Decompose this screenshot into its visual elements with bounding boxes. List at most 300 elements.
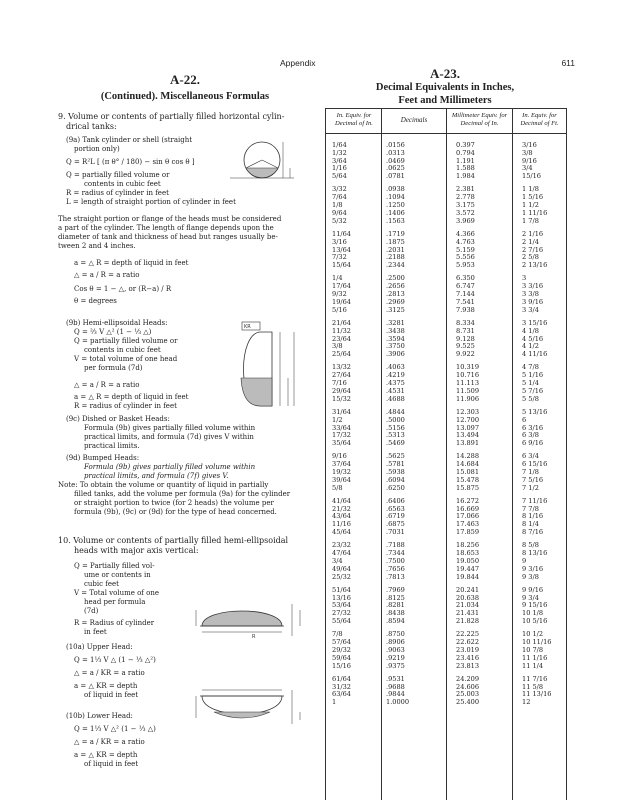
table-cell: .4063 [386,363,405,372]
table-cell: 33/64 [332,423,352,432]
table-cell: 2 7/16 [522,245,544,254]
table-cell: 13/16 [332,593,352,602]
table-cell: 12.303 [456,407,480,416]
table-cell: 5/8 [332,483,343,492]
table-cell: 9/32 [332,290,347,299]
table-cell: 7 7/8 [522,504,539,513]
table-cell: 6 3/8 [522,431,539,440]
table-cell: .1250 [386,201,405,210]
table-cell: 1/64 [332,141,347,149]
table-cell: 18.256 [456,541,480,550]
table-cell: .3906 [386,350,405,359]
text-line: practical limits, and formula (7f) gives V. [84,472,229,480]
table-cell: .5156 [386,423,405,432]
table-cell: 3/16 [522,141,537,149]
table-cell: 1/4 [332,274,343,283]
table-cell: 12 [522,698,531,707]
hemi-ellipsoidal-head-diagram [232,318,312,412]
table-cell: 5.159 [456,245,475,254]
table-cell: .9063 [386,645,405,654]
table-cell: 43/64 [332,512,352,521]
table-cell: 7 11/16 [522,496,548,505]
table-cell: .3438 [386,326,405,335]
table-cell: .2500 [386,274,405,283]
table-cell: .7500 [386,556,405,565]
table-cell: 23.019 [456,645,480,654]
table-cell: .6719 [386,512,405,521]
table-cell: 9/16 [522,156,537,165]
formula-9b: Q = ⅔ V △² (1 − ⅓ △) [74,328,152,336]
table-cell: 14.288 [456,452,480,461]
table-cell: 8 1/16 [522,512,544,521]
text-line: R = Radius of cylinder [74,619,155,627]
table-cell: 57/64 [332,638,352,647]
table-cell: 9/64 [332,208,347,217]
column-divider [381,108,382,800]
table-cell: .1875 [386,237,405,246]
table-cell: 9 3/16 [522,564,544,573]
table-cell: 23/64 [332,334,352,343]
table-cell: 11/16 [332,520,352,529]
table-cell: .1719 [386,229,405,238]
table-cell: .8438 [386,609,405,618]
table-cell: 59/64 [332,653,352,662]
table-cell: 29/64 [332,386,352,395]
table-cell: 25/64 [332,350,352,359]
table-cell: .9688 [386,682,405,691]
table-cell: 9 3/4 [522,593,539,602]
table-cell: 6 9/16 [522,439,544,448]
text-line: a part of the cylinder. The length of flange depends upon the [58,224,274,232]
table-cell: .5469 [386,439,405,448]
text-line: a = △ R = depth of liquid in feet [74,393,189,401]
table-cell: 5/64 [332,172,347,181]
text-line: contents in cubic feet [84,180,161,188]
table-cell: .9531 [386,674,405,683]
table-cell: .1563 [386,216,405,225]
table-cell: .2656 [386,282,405,291]
text-line: (9a) Tank cylinder or shell (straight [66,136,193,144]
table-cell: 4.763 [456,237,475,246]
table-cell: .2031 [386,245,405,254]
table-cell: 2 13/16 [522,261,548,270]
text-line: per formula (7d) [84,364,143,372]
table-cell: 5/16 [332,305,347,314]
column-inch [332,142,351,707]
table-cell: 9.128 [456,334,475,343]
table-cell: .4375 [386,379,405,388]
table-cell: 7/16 [332,379,347,388]
table-cell: 3 15/16 [522,318,548,327]
text-line: or straight portion to twice (for 2 heads) the volume per [74,499,274,507]
section-10-heading [58,536,312,556]
table-cell: .6250 [386,483,405,492]
table-cell: 27/32 [332,609,352,618]
upper-head-diagram [192,596,312,646]
table-cell: 13/32 [332,363,352,372]
table-cell: 11.113 [456,379,480,388]
table-cell: .4844 [386,407,405,416]
table-cell: .7188 [386,541,405,550]
subtitle-line: Feet and Millimeters [398,95,492,106]
text-line: V = Total volume of one [74,589,159,597]
text-line: (9c) Dished or Basket Heads: [66,415,170,423]
table-cell: 5/32 [332,216,347,225]
table-cell: 1/32 [332,148,347,157]
table-cell: 1.0000 [386,698,410,707]
text-line: a = △ R = depth of liquid in feet [74,259,189,267]
table-cell: 3/4 [332,556,343,565]
table-cell: 4 1/2 [522,342,539,351]
table-cell: 9 15/16 [522,601,548,610]
table-cell: 11 7/16 [522,674,548,683]
table-cell: 8.731 [456,326,475,335]
table-cell: 9 9/16 [522,585,544,594]
left-subtitle: (Continued). Miscellaneous Formulas [100,91,270,102]
table-cell: 7.144 [456,290,475,299]
table-cell: 10 11/16 [522,638,552,647]
table-cell: .9844 [386,690,405,699]
table-cell: .0938 [386,185,405,194]
text-line: (9d) Bumped Heads: [66,454,140,462]
table-cell: 16.272 [456,496,480,505]
table-cell: 5 13/16 [522,407,548,416]
table-cell: 31/32 [332,682,352,691]
heading-line: 9. Volume or contents of partially filled horizontal cylin- [58,112,285,121]
table-cell: 13/64 [332,245,352,254]
table-cell: 11 13/16 [522,690,552,699]
table-cell: 5.953 [456,261,475,270]
table-cell: 10 7/8 [522,645,544,654]
table-cell: 55/64 [332,617,352,626]
table-cell: 16.669 [456,504,480,513]
text-line: Cos θ = 1 − △, or (R−a) / R [74,285,172,293]
text-line: θ = degrees [74,297,117,305]
table-cell: 8.334 [456,318,475,327]
header-inch: In. Equiv. for Decimal of In. [335,112,373,127]
section-10-defs [58,562,208,769]
table-cell: 29/32 [332,645,352,654]
table-cell: 23.416 [456,653,480,662]
text-line: (10a) Upper Head: [66,643,133,651]
table-cell: .0469 [386,156,405,165]
table-cell: 3/16 [332,237,347,246]
table-cell: 10.716 [456,371,480,380]
table-cell: 5 5/8 [522,394,539,403]
header-ft: In. Equiv. for Decimal of Ft. [520,112,559,127]
table-cell: 19.844 [456,572,480,581]
table-cell: 2 1/4 [522,237,539,246]
table-cell: 47/64 [332,549,352,558]
table-cell: .5000 [386,415,405,424]
table-cell: 19.447 [456,564,480,573]
table-cell: .3125 [386,305,405,314]
table-cell: 7 5/16 [522,475,544,484]
table-cell: 0.397 [456,141,475,149]
table-cell: 17/32 [332,431,352,440]
table-cell: 37/64 [332,460,352,469]
kr-label: KR [244,324,251,330]
text-line: filled tanks, add the volume per formula (9a) for the cylinder [74,490,291,498]
table-cell: .8906 [386,638,405,647]
table-cell: 21/32 [332,504,352,513]
table-cell: .7969 [386,585,405,594]
text-line: △ = a / R = a ratio [74,381,140,389]
table-cell: 1.191 [456,156,475,165]
table-header [326,108,566,134]
text-line: portion only) [74,145,120,153]
table-cell: 4 7/8 [522,363,539,372]
table-cell: .9375 [386,661,405,670]
table-cell: 15.875 [456,483,480,492]
table-cell: 1/2 [332,415,343,424]
table-cell: 3 3/4 [522,305,539,314]
text-line: practical limits, and formula (7d) gives V within [84,433,254,441]
table-cell: 1/16 [332,164,347,173]
table-cell: 15.081 [456,467,480,476]
text-line: △ = a / KR = a ratio [74,738,145,746]
table-cell: 17.463 [456,520,480,529]
table-cell: .9219 [386,653,405,662]
table-cell: 11.509 [456,386,480,395]
table-cell: .8281 [386,601,405,610]
cylinder-cross-section-diagram [228,138,312,184]
table-cell: .6875 [386,520,405,529]
header-decimals: Decimals [400,116,428,124]
table-cell: 19.050 [456,556,480,565]
table-cell: 9.525 [456,342,475,351]
table-cell: .5781 [386,460,405,469]
text-line: (7d) [84,607,99,615]
table-cell: .0625 [386,164,405,173]
table-cell: .8750 [386,630,405,639]
table-cell: .5313 [386,431,405,440]
table-cell: .4688 [386,394,405,403]
table-cell: 9/16 [332,452,347,461]
text-line: Formula (9b) gives partially filled volume within [84,424,256,432]
text-line: of liquid in feet [84,760,139,768]
table-cell: 8 13/16 [522,549,548,558]
table-cell: 51/64 [332,585,352,594]
table-cell: 9 [522,556,527,565]
table-cell: 7 1/2 [522,483,539,492]
table-cell: 23/32 [332,541,352,550]
table-cell: 24.209 [456,674,480,683]
table-cell: 15/16 [332,661,352,670]
text-line: V = total volume of one head [74,355,178,363]
header-mm: Millimeter Equiv. for Decimal of In. [451,112,508,127]
column-ft [522,142,552,707]
text-line: Q = partially filled volume or [74,337,178,345]
table-cell: 9.922 [456,350,475,359]
column-mm [456,142,479,707]
table-cell: 1.588 [456,164,475,173]
table-cell: 6 [522,415,527,424]
table-cell: 13.097 [456,423,480,432]
table-cell: 23.813 [456,661,480,670]
table-cell: 17.859 [456,528,480,537]
table-cell: 19/64 [332,297,352,306]
table-cell: .0313 [386,148,405,157]
table-cell: 3/8 [332,342,343,351]
text-line: practical limits. [84,442,140,450]
subtitle-line: Decimal Equivalents in Inches, [375,82,515,93]
table-cell: 1.984 [456,172,475,181]
table-cell: 1 7/8 [522,216,539,225]
heading-line: heads with major axis vertical: [74,546,199,555]
text-line: head per formula [84,598,146,606]
table-cell: .1094 [386,193,405,202]
right-subtitle [325,81,565,107]
table-cell: 4 5/16 [522,334,544,343]
table-cell: .4531 [386,386,405,395]
table-cell: 15/32 [332,394,352,403]
section-9-heading [58,112,312,132]
text-line: formula (9b), (9c) or (9d) for the type of head concerned. [74,508,277,516]
table-cell: 35/64 [332,439,352,448]
table-cell: 7 1/8 [522,467,539,476]
table-cell: 6.350 [456,274,475,283]
text-line: a = △ KR = depth [74,682,138,690]
table-cell: .4219 [386,371,405,380]
table-cell: .1406 [386,208,405,217]
table-cell: 7/32 [332,253,347,262]
table-cell: 22.622 [456,638,480,647]
text-line: ume or contents in [84,571,151,579]
text-line: △ = a / KR = a ratio [74,669,145,677]
table-cell: 21/64 [332,318,352,327]
table-cell: 5.556 [456,253,475,262]
table-cell: 25.400 [456,698,480,707]
table-cell: 4.366 [456,229,475,238]
table-cell: 18.653 [456,549,480,558]
table-cell: 3 3/8 [522,290,539,299]
heading-line: 10. Volume or contents of partially filled hemi-ellipsoidal [58,536,289,545]
table-cell: 1 [332,698,337,707]
table-cell: 15/16 [522,172,542,181]
right-title: A-23. [430,66,460,81]
text-line: Q = Partially filled vol- [74,562,155,570]
table-cell: 2 1/16 [522,229,544,238]
text-line: L = length of straight portion of cylinder in feet [66,198,236,206]
table-cell: 6.747 [456,282,475,291]
text-line: contents in cubic feet [84,346,161,354]
table-cell: 6 3/16 [522,423,544,432]
table-cell: 4 1/8 [522,326,539,335]
table-cell: 49/64 [332,564,352,573]
table-cell: 5 1/4 [522,379,539,388]
table-cell: 7/64 [332,193,347,202]
formula-10a: Q = 1⅓ V △ (1 − ⅓ △²) [74,656,156,664]
table-cell: 3.572 [456,208,475,217]
text-line: in feet [84,628,107,636]
table-cell: .8594 [386,617,405,626]
table-cell: 3/64 [332,156,347,165]
table-cell: 10 5/16 [522,617,548,626]
table-cell: 0.794 [456,148,475,157]
text-line: △ = a / R = a ratio [74,271,140,279]
page-number: 611 [561,58,575,68]
table-cell: .3281 [386,318,405,327]
table-cell: .3750 [386,342,405,351]
table-cell: 10 1/2 [522,630,544,639]
table-cell: .0781 [386,172,405,181]
table-cell: .6563 [386,504,405,513]
table-cell: .0156 [386,141,405,149]
table-cell: 41/64 [332,496,352,505]
table-cell: 3/4 [522,164,533,173]
table-cell: .7813 [386,572,405,581]
table-cell: 21.431 [456,609,480,618]
table-cell: 8 5/8 [522,541,539,550]
table-cell: 11 5/8 [522,682,544,691]
table-cell: .3594 [386,334,405,343]
table-cell: 7/8 [332,630,343,639]
text-line: (9b) Hemi-ellipsoidal Heads: [66,319,168,327]
column-decimals [386,142,409,707]
table-cell: 19/32 [332,467,352,476]
table-cell: 6 3/4 [522,452,539,461]
table-cell: 6 15/16 [522,460,548,469]
text-line: tween 2 and 4 inches. [58,242,136,250]
table-cell: 15/64 [332,261,352,270]
table-cell: 14.684 [456,460,480,469]
table-cell: 3.969 [456,216,475,225]
text-line: Q = partially filled volume or [66,171,170,179]
table-cell: .2813 [386,290,405,299]
table-cell: 11 1/4 [522,661,544,670]
table-cell: 22.225 [456,630,480,639]
table-cell: 8 7/16 [522,528,544,537]
table-cell: 20.638 [456,593,480,602]
table-cell: 1 5/16 [522,193,544,202]
table-cell: 21.034 [456,601,480,610]
table-cell: .5938 [386,467,405,476]
table-cell: .7656 [386,564,405,573]
table-cell: 45/64 [332,528,352,537]
table-cell: 2 5/8 [522,253,539,262]
table-cell: 1 1/2 [522,201,539,210]
table-cell: 9 3/8 [522,572,539,581]
table-cell: 11 1/16 [522,653,548,662]
table-cell: .2188 [386,253,405,262]
column-divider [446,108,447,800]
table-cell: 21.828 [456,617,480,626]
table-cell: 11/32 [332,326,352,335]
table-cell: 10.319 [456,363,480,372]
table-cell: 17/64 [332,282,352,291]
formula-10b: Q = 1⅓ V △² (1 − ⅓ △) [74,725,156,733]
table-cell: .7344 [386,549,405,558]
table-cell: 1 1/8 [522,185,539,194]
table-cell: 3.175 [456,201,475,210]
decimal-equivalents-table [325,108,567,800]
table-cell: .6406 [386,496,405,505]
heading-line: drical tanks: [66,122,117,131]
table-cell: 53/64 [332,601,352,610]
table-cell: 27/64 [332,371,352,380]
table-cell: .6094 [386,475,405,484]
text-line: The straight portion or flange of the heads must be considered [58,215,282,223]
table-cell: 2.778 [456,193,475,202]
table-cell: .5625 [386,452,405,461]
table-cell: 25.003 [456,690,480,699]
table-cell: 3 3/16 [522,282,544,291]
table-cell: 7.938 [456,305,475,314]
text-line: Formula (9b) gives partially filled volume within [84,463,256,471]
text-line: cubic feet [84,580,119,588]
table-cell: .2969 [386,297,405,306]
